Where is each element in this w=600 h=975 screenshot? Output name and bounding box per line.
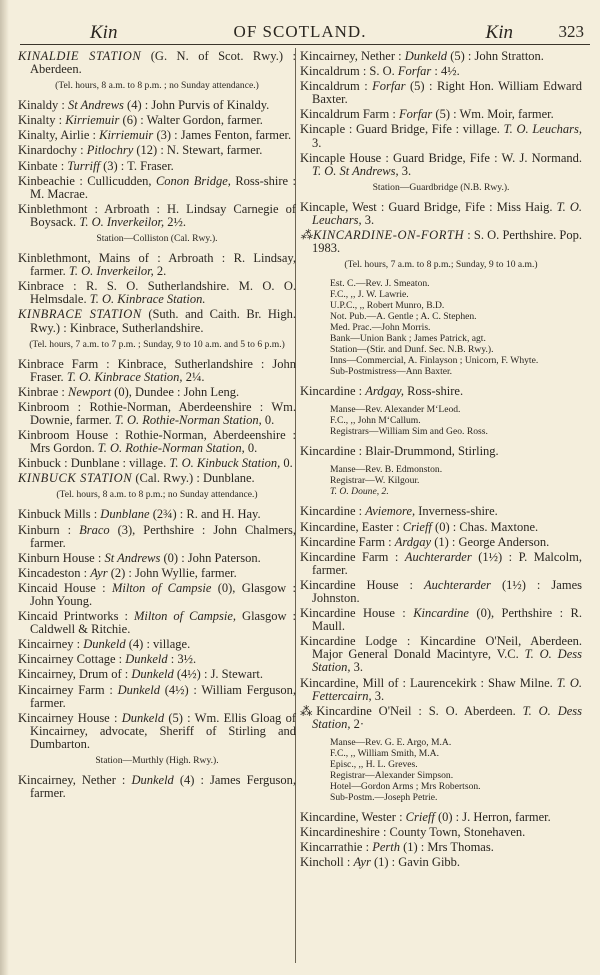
- entry: Kinbuck : Dunblane : village. T. O. Kinbuck Station, 0.: [18, 456, 293, 471]
- entry: Kincadeston : Ayr (2) : John Wyllie, farmer.: [18, 565, 237, 580]
- entry: Kincardine Farm : Ardgay (1) : George Anderson.: [300, 534, 550, 549]
- block-line: Inns—Commercial, A. Finlayson ; Unicorn, F. Whyte.: [330, 355, 539, 367]
- entry: Kincardine, Easter : Crieff (0) : Chas. Maxtone.: [300, 519, 539, 534]
- entry: Kinbuck Mills : Dunblane (2¾) : R. and H. Hay.: [18, 507, 261, 522]
- block-line: F.C., ,, William Smith, M.A.: [330, 747, 440, 759]
- directory-block: [330, 278, 582, 377]
- telegraph-note: (Tel. hours, 7 a.m. to 7 p.m. ; Sunday, 9 to 10 a.m. and 5 to 6 p.m.): [29, 338, 285, 350]
- entry: Kincardine House : Kincardine (0), Perthshire : R. Maull.: [300, 606, 582, 634]
- entry: KINBRACE STATION (Suth. and Caith. Br. High. Rwy.) : Kinbrace, Sutherlandshire.: [18, 307, 296, 335]
- block-line: F.C., ,, J. W. Lawrie.: [330, 289, 409, 301]
- entry: Kincaple, West : Guard Bridge, Fife : Miss Haig. T. O. Leuchars, 3.: [300, 199, 582, 227]
- block-line: Est. C.—Rev. J. Smeaton.: [330, 278, 430, 290]
- entry: Kincaple House : Guard Bridge, Fife : W. J. Normand. T. O. St Andrews, 3.: [300, 150, 582, 178]
- entry: Kinalty : Kirriemuir (6) : Walter Gordon, farmer.: [18, 113, 263, 128]
- entry: Kinardochy : Pitlochry (12) : N. Stewart, farmer.: [18, 143, 263, 158]
- entry: Kincaldrum : Forfar (5) : Right Hon. William Edward Baxter.: [300, 79, 582, 107]
- block-line: Registrars—William Sim and Geo. Ross.: [330, 426, 488, 438]
- entry: Kincairney, Drum of : Dunkeld (4½) : J. Stewart.: [18, 667, 263, 682]
- header-title: OF SCOTLAND.: [233, 22, 367, 41]
- entry: Kinaldy : St Andrews (4) : John Purvis of Kinaldy.: [18, 98, 270, 113]
- entry: Kincardine : Aviemore, Inverness-shire.: [300, 504, 498, 519]
- header-rule: [20, 44, 590, 45]
- block-line: Registrar—Alexander Simpson.: [330, 769, 454, 781]
- entry: Kinblethmont : Arbroath : H. Lindsay Carnegie of Boysack. T. O. Inverkeilor, 2½.: [18, 201, 296, 229]
- entry: Kinburn : Braco (3), Perthshire : John Chalmers, farmer.: [18, 522, 296, 550]
- entry: Kincaldrum Farm : Forfar (5) : Wm. Moir, farmer.: [300, 107, 554, 122]
- entry: Kincairney Farm : Dunkeld (4½) : William Ferguson, farmer.: [18, 682, 296, 710]
- entry: ⁂KINCARDINE-ON-FORTH : S. O. Perthshire. Pop. 1983.: [300, 228, 582, 256]
- running-header: [12, 22, 588, 46]
- block-line: Station—(Stir. and Dunf. Sec. N.B. Rwy.).: [330, 344, 494, 356]
- entry: Kincairney, Nether : Dunkeld (5) : John Stratton.: [300, 49, 544, 63]
- block-line: F.C., ,, John M‘Callum.: [330, 415, 421, 427]
- entry: Kinbroom : Rothie-Norman, Aberdeenshire : Wm. Downie, farmer. T. O. Rothie-Norman Station, 0.: [18, 399, 296, 427]
- block-line: Manse—Rev. G. E. Argo, M.A.: [330, 736, 452, 748]
- entry: Kincardineshire : County Town, Stonehaven.: [300, 825, 526, 839]
- header-right-word: Kin: [485, 22, 513, 43]
- header-left-word: Kin: [90, 22, 118, 43]
- block-line: Manse—Rev. Alexander M‘Leod.: [330, 404, 461, 416]
- entry: Kinbeachie : Cullicudden, Conon Bridge, Ross-shire : M. Macrae.: [18, 173, 297, 201]
- entry: Kincholl : Ayr (1) : Gavin Gibb.: [300, 855, 461, 870]
- entry: Kincaldrum : S. O. Forfar : 4½.: [300, 64, 460, 79]
- right-column: [300, 50, 582, 871]
- entry: Kinburn House : St Andrews (0) : John Paterson.: [18, 550, 261, 565]
- entry: ⁂Kincardine O'Neil : S. O. Aberdeen. T. O. Dess Station, 2·: [300, 703, 582, 731]
- entry: KINBUCK STATION (Cal. Rwy.) : Dunblane.: [18, 471, 255, 486]
- entry: Kinbate : Turriff (3) : T. Fraser.: [18, 158, 174, 173]
- entry: Kincardine House : Auchterarder (1½) : James Johnston.: [300, 577, 582, 605]
- page-number: 323: [558, 22, 584, 41]
- block-line: Sub-Postmistress—Ann Baxter.: [330, 366, 453, 378]
- telegraph-note: (Tel. hours, 7 a.m. to 8 p.m.; Sunday, 9 to 10 a.m.): [344, 259, 538, 271]
- entry: Kincardine Lodge : Kincardine O'Neil, Aberdeen. Major General Donald Macintyre, V.C. T. O. Dess Station, 3.: [300, 634, 582, 675]
- entry: Kincaid House : Milton of Campsie (0), Glasgow : John Young.: [18, 580, 296, 608]
- entry: Kincardine : Blair-Drummond, Stirling.: [300, 444, 499, 459]
- directory-block: [330, 464, 582, 497]
- entry: Kincardine Farm : Auchterarder (1½) : P. Malcolm, farmer.: [300, 549, 582, 577]
- entry: KINALDIE STATION (G. N. of Scot. Rwy.) : Aberdeen.: [18, 49, 296, 77]
- left-column: [18, 50, 296, 802]
- block-line: U.P.C., ,, Robert Munro, B.D.: [330, 300, 445, 312]
- block-line: Episc., ,, H. L. Greves.: [330, 758, 418, 770]
- block-line: Sub-Postm.—Joseph Petrie.: [330, 791, 438, 803]
- telegraph-note: (Tel. hours, 8 a.m. to 8 p.m. ; no Sunday attendance.): [55, 80, 259, 92]
- block-line: Not. Pub.—A. Gentle ; A. C. Stephen.: [330, 311, 477, 323]
- entry: Kincardine, Mill of : Laurencekirk : Shaw Milne. T. O. Fettercairn, 3.: [300, 675, 582, 703]
- entry: Kincardine : Ardgay, Ross-shire.: [300, 384, 464, 399]
- block-line: Bank—Union Bank ; James Patrick, agt.: [330, 333, 486, 345]
- station-note: Station—Guardbridge (N.B. Rwy.).: [372, 181, 510, 193]
- page-binding-shadow: [0, 0, 9, 975]
- entry: Kincairney House : Dunkeld (5) : Wm. Ellis Gloag of Kincairney, advocate, Sheriff of Stirling and Dumbarton.: [18, 710, 296, 751]
- block-line: T. O. Doune, 2.: [330, 486, 389, 498]
- entry: Kincaple : Guard Bridge, Fife : village. T. O. Leuchars, 3.: [300, 122, 582, 150]
- entry: Kincarrathie : Perth (1) : Mrs Thomas.: [300, 840, 494, 855]
- directory-block: [330, 737, 582, 803]
- entry: Kinbroom House : Rothie-Norman, Aberdeenshire : Mrs Gordon. T. O. Rothie-Norman Station, 0.: [18, 428, 296, 456]
- entry: Kinbrace : R. S. O. Sutherlandshire. M. O. O. Helmsdale. T. O. Kinbrace Station.: [18, 279, 296, 307]
- entry: Kinalty, Airlie : Kirriemuir (3) : James Fenton, farmer.: [18, 128, 292, 143]
- block-line: Registrar—W. Kilgour.: [330, 475, 420, 487]
- block-line: Manse—Rev. B. Edmonston.: [330, 464, 443, 476]
- block-line: Med. Prac.—John Morris.: [330, 322, 431, 334]
- entry: Kinblethmont, Mains of : Arbroath : R. Lindsay, farmer. T. O. Inverkeilor, 2.: [18, 251, 296, 279]
- station-note: Station—Murthly (High. Rwy.).: [95, 755, 219, 767]
- directory-block: [330, 404, 582, 437]
- entry: Kinbrae : Newport (0), Dundee : John Leng.: [18, 384, 240, 399]
- entry: Kincairney Cottage : Dunkeld : 3½.: [18, 652, 197, 667]
- entry: Kincairney : Dunkeld (4) : village.: [18, 637, 191, 652]
- entry: Kinbrace Farm : Kinbrace, Sutherlandshire : John Fraser. T. O. Kinbrace Station, 2¼.: [18, 356, 296, 384]
- entry: Kincaid Printworks : Milton of Campsie, Glasgow : Caldwell & Ritchie.: [18, 609, 296, 637]
- entry: Kincairney, Nether : Dunkeld (4) : James Ferguson, farmer.: [18, 773, 296, 801]
- station-note: Station—Colliston (Cal. Rwy.).: [96, 233, 218, 245]
- block-line: Hotel—Gordon Arms ; Mrs Robertson.: [330, 780, 481, 792]
- telegraph-note: (Tel. hours, 8 a.m. to 8 p.m.; no Sunday attendance.): [56, 489, 258, 501]
- entry: Kincardine, Wester : Crieff (0) : J. Herron, farmer.: [300, 809, 551, 824]
